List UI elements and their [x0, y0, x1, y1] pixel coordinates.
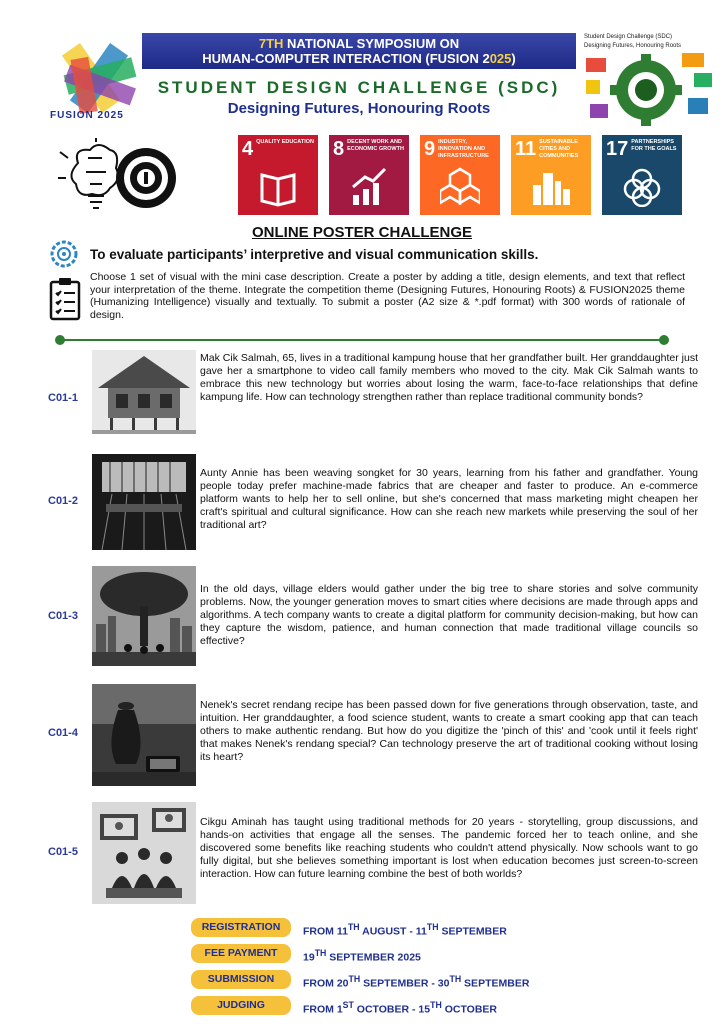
sdg-number: 8 — [333, 138, 345, 160]
sdg-label: PARTNERSHIPS FOR THE GOALS — [631, 139, 677, 152]
registration-dates: FROM 11TH AUGUST - 11TH SEPTEMBER — [303, 922, 507, 938]
sdg-number: 4 — [242, 138, 254, 160]
divider-line — [60, 339, 664, 341]
divider-dot-right — [659, 335, 669, 345]
book-icon — [258, 167, 298, 207]
judging-dates: FROM 1ST OCTOBER - 15TH OCTOBER — [303, 1000, 498, 1016]
case-code: C01-5 — [48, 846, 78, 858]
sdc-subtitle: Designing Futures, Honouring Roots — [227, 100, 491, 117]
rendang-pot-image — [92, 684, 196, 786]
case-code: C01-2 — [48, 495, 78, 507]
sdg-number: 9 — [424, 138, 436, 160]
city-icon — [531, 167, 571, 207]
case-description: In the old days, village elders would gather under the big tree to share stories and solve community problems. Now, the younger generation moves to smart cities where decisions are made through apps and algorithms. A tech company wants to create a digital platform for community decision-making, but how can they capture the wisdom, patience, and human connection that made traditional village councils so effective? — [200, 583, 698, 647]
sdg-label: SUSTAINABLE CITIES AND COMMUNITIES — [539, 139, 579, 159]
sdg-number: 11 — [515, 138, 537, 160]
banner-line2-end: ) — [511, 51, 516, 66]
gear-icon — [48, 238, 80, 270]
brain-target-icon — [58, 138, 178, 218]
growth-chart-icon — [349, 167, 389, 207]
submission-dates: FROM 20TH SEPTEMBER - 30TH SEPTEMBER — [303, 974, 530, 990]
sdg-number: 17 — [606, 138, 629, 160]
case-code: C01-4 — [48, 727, 78, 739]
banner-edition: 7TH — [258, 36, 284, 51]
sdc-gear-logo — [586, 48, 714, 128]
section-title: ONLINE POSTER CHALLENGE — [251, 224, 472, 241]
sdg-4-tile — [238, 135, 318, 215]
sdg-8-tile — [329, 135, 409, 215]
sdg-label: QUALITY EDUCATION — [256, 139, 314, 145]
kampung-house-image — [92, 350, 196, 434]
symposium-banner — [142, 33, 576, 69]
banner-line1: NATIONAL SYMPOSIUM ON — [283, 36, 460, 51]
divider-dot-left — [55, 335, 65, 345]
banner-line2: HUMAN-COMPUTER INTERACTION (FUSION 2 — [202, 51, 490, 66]
submission-label: SUBMISSION — [191, 970, 291, 989]
banner-year-highlight: 025 — [489, 51, 512, 66]
case-description: Aunty Annie has been weaving songket for 30 years, learning from his father and grandfather. Young people today prefer machine-made fabrics that are cheaper and faster to produce. An e-commerce platform wants to help her to sell online, but she's concerned that mass marketing might cheapen her craft's spiritual and cultural significance. How can she reach new markets while preserving the soul of her traditional art? — [200, 467, 698, 531]
sdg-label: DECENT WORK AND ECONOMIC GROWTH — [347, 139, 404, 152]
sdg-17-tile — [602, 135, 682, 215]
fee-payment-label: FEE PAYMENT — [191, 944, 291, 963]
clipboard-icon — [48, 277, 82, 321]
sdc-title: STUDENT DESIGN CHALLENGE (SDC) — [157, 78, 561, 97]
weaving-loom-image — [92, 454, 196, 550]
case-code: C01-3 — [48, 610, 78, 622]
village-tree-image — [92, 566, 196, 666]
sdc-logo-subtitle: Designing Futures, Honouring Roots — [584, 43, 682, 49]
fee-payment-date: 19TH SEPTEMBER 2025 — [303, 948, 421, 964]
case-code: C01-1 — [48, 392, 78, 404]
sdg-11-tile — [511, 135, 591, 215]
judging-label: JUDGING — [191, 996, 291, 1015]
sdg-label: INDUSTRY, INNOVATION AND INFRASTRUCTURE — [438, 139, 489, 159]
case-description: Mak Cik Salmah, 65, lives in a traditional kampung house that her grandfather built. Her granddaughter just gave her a smartphone to video call family members who moved to the city. Mak Cik Salmah wants to embrace this new technology but worries about losing the warm, face-to-face relationships that define kampung life. How can technology strengthen rather than replace traditional community bonds? — [200, 352, 698, 403]
instructions-text: Choose 1 set of visual with the mini case description. Create a poster by adding a title, design elements, and text that reflect your interpretation of the theme. Integrate the competition theme (Designing Futures, Honouring Roots) & FUSION2025 theme (Humanizing Intelligence) visually and textually. To submit a poster (A2 size & *.pdf format) with 300 words of rationale of design. — [90, 271, 685, 321]
logo-text: FUSION 2025 — [50, 110, 124, 121]
sdg-9-tile — [420, 135, 500, 215]
cubes-icon — [440, 167, 480, 207]
online-learning-image — [92, 802, 196, 904]
objective-text: To evaluate participants’ interpretive and visual communication skills. — [90, 247, 539, 262]
rings-icon — [622, 167, 662, 207]
sdc-logo-title: Student Design Challenge (SDC) — [584, 34, 673, 40]
case-description: Cikgu Aminah has taught using traditional methods for 20 years - storytelling, group discussions, and hands-on activities that engage all the senses. The pandemic forced her to teach online, and she discovered some benefits like reaching students who couldn't attend physically. Now schools want to go fully digital, but she believes something important is lost when education becomes just screen-to-screen interaction. How can future learning combine the best of both worlds? — [200, 816, 698, 880]
registration-label: REGISTRATION — [191, 918, 291, 937]
case-description: Nenek's secret rendang recipe has been passed down for five generations through observation, taste, and intuition. Her granddaughter, a food science student, wants to create a smart cooking app that can teach others to make authentic rendang. But how do you digitize the 'pinch of this' and 'cook until it feels right' that makes Nenek's rendang special? Can technology preserve the art of traditional cooking without losing its heart? — [200, 699, 698, 763]
